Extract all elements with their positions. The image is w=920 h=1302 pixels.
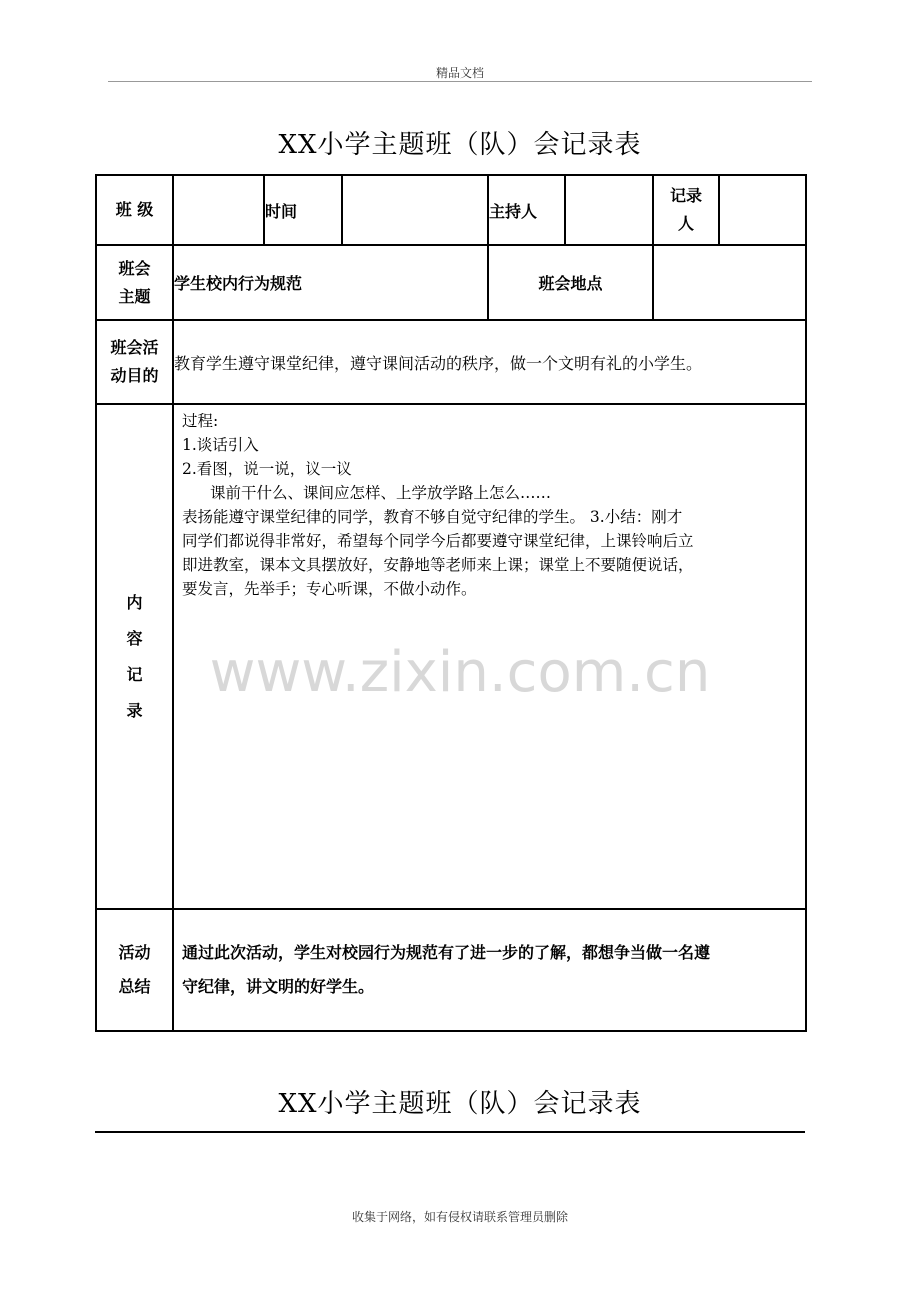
second-table-top-rule: [95, 1131, 805, 1133]
content-label-char: 记: [126, 664, 143, 684]
class-value: [173, 175, 264, 245]
page-header-text: 精品文档: [435, 66, 484, 80]
content-label-char: 容: [126, 628, 143, 648]
recorder-label-line2: 人: [677, 214, 694, 233]
summary-label: [96, 909, 173, 1031]
recorder-label: [653, 175, 719, 245]
topic-label-line1: 班会: [118, 258, 151, 278]
host-value: [565, 175, 653, 245]
location-value: [653, 245, 806, 320]
topic-label-line2: 主题: [118, 286, 151, 306]
topic-value: 学生校内行为规范: [173, 245, 488, 320]
record-table: [95, 174, 807, 1032]
recorder-value: [719, 175, 806, 245]
recorder-label-line1: 记录: [669, 186, 702, 205]
page-footer-text: 收集于网络，如有侵权请联系管理员删除: [351, 1210, 568, 1224]
content-line: 要发言，先举手；专心听课，不做小动作。: [182, 580, 477, 598]
time-label: 时间: [264, 175, 342, 245]
summary-label-line2: 总结: [118, 977, 151, 996]
content-line: 同学们都说得非常好，希望每个同学今后都要遵守课堂纪律，上课铃响后立: [182, 532, 694, 550]
time-value: [342, 175, 488, 245]
content-label-char: 内: [126, 592, 143, 612]
content-line: 1.谈话引入: [182, 436, 259, 454]
document-title: XX小学主题班（队）会记录表: [278, 130, 642, 160]
purpose-label-line2: 动目的: [110, 366, 159, 385]
summary-line: 守纪律，讲文明的好学生。: [182, 977, 375, 996]
class-label: 班 级: [96, 175, 173, 245]
header-rule: [108, 81, 812, 82]
location-label: 班会地点: [488, 245, 653, 320]
summary-value: [173, 909, 806, 1031]
summary-label-line1: 活动: [118, 943, 151, 962]
content-line: 表扬能遵守课堂纪律的同学，教育不够自觉守纪律的学生。 3.小结：刚才: [182, 508, 683, 526]
host-label: 主持人: [488, 175, 565, 245]
purpose-value: 教育学生遵守课堂纪律，遵守课间活动的秩序，做一个文明有礼的小学生。: [173, 320, 806, 404]
content-line: 2.看图，说一说，议一议: [182, 460, 352, 478]
second-document-title: XX小学主题班（队）会记录表: [278, 1089, 642, 1119]
summary-line: 通过此次活动，学生对校园行为规范有了进一步的了解，都想争当做一名遵: [182, 943, 711, 962]
content-line: 即进教室，课本文具摆放好，安静地等老师来上课；课堂上不要随便说话，: [182, 556, 694, 574]
topic-label: [96, 245, 173, 320]
content-line: 课前干什么、课间应怎样、上学放学路上怎么……: [210, 484, 552, 502]
purpose-label: [96, 320, 173, 404]
content-line: 过程:: [182, 412, 219, 430]
content-label-char: 录: [126, 700, 143, 720]
watermark: www.zixin.com.cn: [209, 640, 711, 705]
purpose-label-line1: 班会活: [110, 338, 159, 357]
